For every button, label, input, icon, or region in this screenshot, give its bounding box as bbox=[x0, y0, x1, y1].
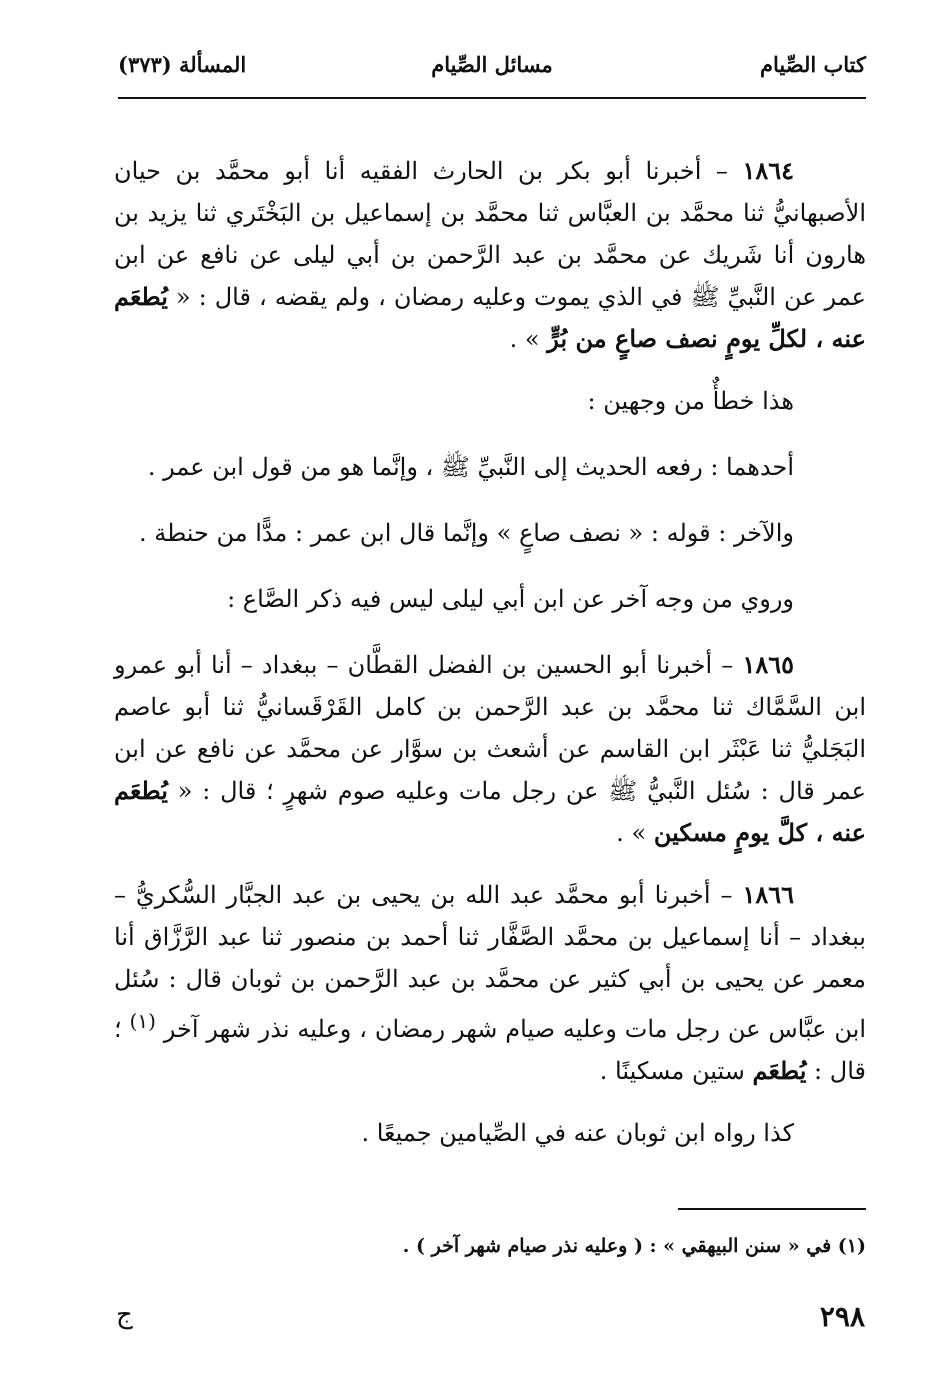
comment-line: أحدهما : رفعه الحديث إلى النَّبيِّ ﷺ ، وإنَّما هو من قول ابن عمر . bbox=[147, 453, 794, 481]
footnote-rule bbox=[678, 1208, 866, 1210]
header-section-title: مسائل الصِّيام bbox=[431, 52, 553, 77]
footnote-reference[interactable]: (١) bbox=[129, 1009, 156, 1033]
comment-line: هذا خطأٌ من وجهين : bbox=[587, 387, 794, 415]
hadith-1864 bbox=[114, 150, 866, 360]
hadith-number: ١٨٦٥ bbox=[742, 650, 794, 679]
header-book-title: كتاب الصِّيام bbox=[760, 52, 866, 77]
hadith-number: ١٨٦٤ bbox=[742, 156, 794, 185]
comment-line: والآخر : قوله : « نصف صاعٍ » وإنَّما قال ابن عمر : مدًّا من حنطة . bbox=[138, 519, 794, 547]
hadith-1866 bbox=[114, 874, 866, 1092]
footnote: (١) في « سنن البيهقي » : ( وعليه نذر صيام شهر آخر ) . bbox=[402, 1235, 866, 1257]
hadith-number: ١٨٦٦ bbox=[742, 880, 794, 909]
hadith-quote: يُطعَم عنه ، كلَّ يومٍ مسكين bbox=[114, 776, 866, 847]
hadith-1865 bbox=[114, 644, 866, 854]
hadith-end: » . bbox=[509, 325, 548, 353]
hadith-text: – أخبرنا أبو الحسين بن الفضل القطَّان – ببغداد – أنا أبو عمرو ابن السَّمَّاك ثنا محمَّد بن عبد الرَّحمن بن كامل القَرْقَسانيُّ ثنا أبو عاصم البَجَليُّ ثنا عَبْثَر ابن القاسم عن أشعث بن سوَّار عن محمَّد عن نافع عن ابن عمر قال : سُئل النَّبيُّ ﷺ عن رجل مات وعليه صوم شهرٍ ؛ قال : « bbox=[114, 651, 866, 805]
hadith-quote: يُطعَم عنه ، لكلِّ يومٍ نصف صاعٍ من بُرٍّ bbox=[114, 282, 866, 353]
comment-line: كذا رواه ابن ثوبان عنه في الصِّيامين جميعًا . bbox=[361, 1119, 794, 1147]
comment-line: وروي من وجه آخر عن ابن أبي ليلى ليس فيه ذكر الصَّاع : bbox=[227, 585, 794, 613]
page-body bbox=[114, 150, 866, 1178]
hadith-quote: يُطعَم bbox=[752, 1056, 807, 1085]
page-number: ٢٩٨ bbox=[819, 1300, 865, 1333]
running-header bbox=[118, 52, 866, 92]
hadith-end: ستين مسكينًا . bbox=[599, 1057, 753, 1085]
header-issue-number: المسألة (٣٧٣) bbox=[118, 52, 247, 77]
hadith-text: – أخبرنا أبو بكر بن الحارث الفقيه أنا أبو محمَّد بن حيان الأصبهانيُّ ثنا محمَّد بن العبَّاس ثنا محمَّد بن إسماعيل بن البَخْتَري ثنا يزيد بن هارون أنا شَريك عن محمَّد بن عبد الرَّحمن بن أبي ليلى عن نافع عن ابن عمر عن النَّبيِّ ﷺ في الذي يموت وعليه رمضان ، ولم يقضه ، قال : « bbox=[114, 157, 866, 311]
header-rule bbox=[118, 97, 866, 99]
signature-mark: ج bbox=[116, 1300, 133, 1330]
hadith-text: ؛ قال : bbox=[114, 1015, 866, 1085]
hadith-end: » . bbox=[616, 819, 654, 847]
hadith-text: – أخبرنا أبو محمَّد عبد الله بن يحيى بن عبد الجبَّار السُّكريُّ – ببغداد – أنا إسماعيل بن محمَّد الصَّفَّار ثنا أحمد بن منصور ثنا عبد الرَّزَّاق أنا معمر عن يحيى بن أبي كثير عن محمَّد بن عبد الرَّحمن بن ثوبان قال : سُئل ابن عبَّاس عن رجل مات وعليه صيام شهر رمضان ، وعليه نذر شهر آخر bbox=[114, 881, 866, 1043]
